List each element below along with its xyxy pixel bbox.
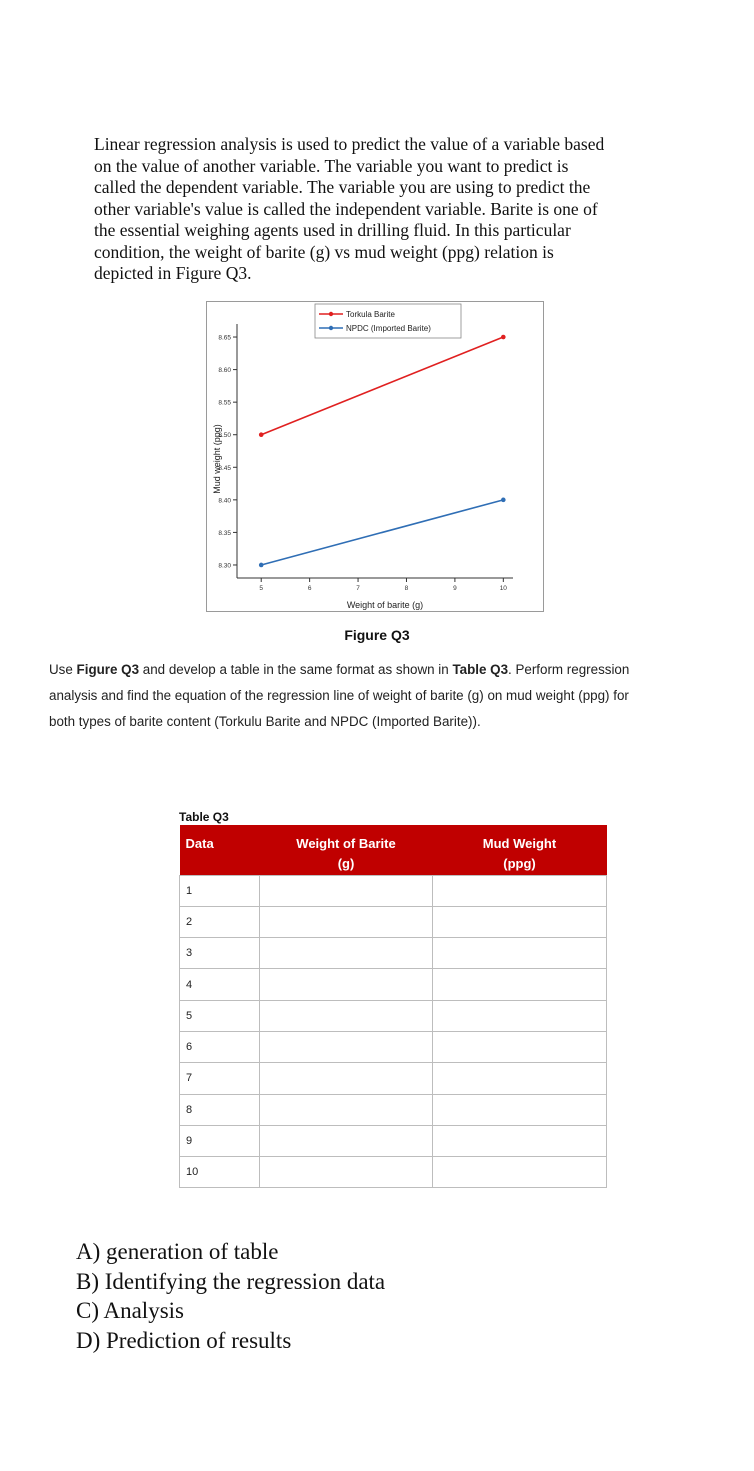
x-axis-label: Weight of barite (g) <box>346 600 424 610</box>
intro-paragraph <box>94 134 694 285</box>
data-point <box>259 563 264 568</box>
y-tick-label: 8.60 <box>218 367 231 375</box>
table-q3 <box>179 825 607 1188</box>
option-a: A) generation of table <box>76 1239 279 1264</box>
weight-cell[interactable] <box>260 1000 433 1031</box>
y-tick-label: 8.30 <box>218 562 231 570</box>
row-number: 9 <box>180 1125 260 1156</box>
answer-options <box>76 1237 385 1355</box>
option-c: C) Analysis <box>76 1298 184 1323</box>
row-number: 2 <box>180 906 260 937</box>
figure-reference: Figure Q3 <box>76 662 140 677</box>
mud-weight-cell[interactable] <box>433 906 607 937</box>
series-line-npdc-imported-barite <box>261 500 503 565</box>
legend-label: Torkula Barite <box>346 310 395 319</box>
weight-cell[interactable] <box>260 1031 433 1062</box>
y-tick-label: 8.35 <box>218 529 231 537</box>
table-row <box>180 1031 607 1062</box>
header-weight-of-barite: Weight of Barite (g) <box>260 825 433 875</box>
row-number: 3 <box>180 938 260 969</box>
mud-weight-cell[interactable] <box>433 1000 607 1031</box>
mud-weight-cell[interactable] <box>433 1157 607 1188</box>
weight-cell[interactable] <box>260 1125 433 1156</box>
instructions-line-3: both types of barite content (Torkulu Barite and NPDC (Imported Barite)). <box>49 714 481 729</box>
y-tick-label: 8.55 <box>218 399 231 407</box>
instructions-line-1: Use Figure Q3 and develop a table in the same format as shown in Table Q3. Perform regression <box>49 662 630 677</box>
figure-q3-chart <box>206 301 544 612</box>
weight-cell[interactable] <box>260 938 433 969</box>
weight-cell[interactable] <box>260 1157 433 1188</box>
intro-line: the essential weighing agents used in drilling fluid. In this particular <box>94 220 571 240</box>
data-point <box>501 335 506 340</box>
row-number: 10 <box>180 1157 260 1188</box>
header-mud-weight: Mud Weight (ppg) <box>433 825 607 875</box>
x-tick-label: 6 <box>307 585 312 592</box>
figure-caption: Figure Q3 <box>344 627 410 643</box>
mud-weight-cell[interactable] <box>433 1031 607 1062</box>
row-number: 5 <box>180 1000 260 1031</box>
chart-canvas <box>207 302 545 613</box>
table-row <box>180 1063 607 1094</box>
mud-weight-cell[interactable] <box>433 1094 607 1125</box>
weight-cell[interactable] <box>260 906 433 937</box>
legend-label: NPDC (Imported Barite) <box>346 324 431 333</box>
table-row <box>180 1094 607 1125</box>
table-row <box>180 906 607 937</box>
option-d: D) Prediction of results <box>76 1327 292 1353</box>
table-row <box>180 1000 607 1031</box>
table-title: Table Q3 <box>179 810 229 824</box>
x-tick-label: 9 <box>453 585 457 592</box>
mud-weight-cell[interactable] <box>433 969 607 1000</box>
y-tick-label: 8.65 <box>218 334 231 342</box>
intro-line: on the value of another variable. The variable you want to predict is <box>94 155 569 176</box>
header-data: Data <box>180 825 260 875</box>
row-number: 7 <box>180 1063 260 1094</box>
x-tick-label: 8 <box>404 585 409 592</box>
weight-cell[interactable] <box>260 969 433 1000</box>
row-number: 1 <box>180 875 260 906</box>
instructions <box>49 657 709 735</box>
weight-cell[interactable] <box>260 1063 433 1094</box>
instructions-line-2: analysis and find the equation of the regression line of weight of barite (g) on mud weight (ppg) for <box>49 688 629 703</box>
intro-line: called the dependent variable. The variable you are using to predict the <box>94 177 591 197</box>
weight-cell[interactable] <box>260 1094 433 1125</box>
y-tick-label: 8.50 <box>218 432 231 440</box>
weight-cell[interactable] <box>260 875 433 906</box>
table-row <box>180 875 607 906</box>
option-b: B) Identifying the regression data <box>76 1268 386 1294</box>
table-row <box>180 1157 607 1188</box>
data-point <box>501 498 506 503</box>
x-tick-label: 7 <box>356 585 360 592</box>
mud-weight-cell[interactable] <box>433 1063 607 1094</box>
table-header-row <box>180 825 607 875</box>
x-tick-label: 10 <box>499 585 507 592</box>
x-tick-label: 5 <box>259 585 264 592</box>
row-number: 4 <box>180 969 260 1000</box>
y-tick-label: 8.45 <box>218 464 231 472</box>
table-reference: Table Q3 <box>452 662 509 677</box>
legend-swatch-marker <box>329 326 333 330</box>
mud-weight-cell[interactable] <box>433 1125 607 1156</box>
intro-line: other variable's value is called the independent variable. Barite is one of <box>94 198 598 219</box>
row-number: 6 <box>180 1031 260 1062</box>
row-number: 8 <box>180 1094 260 1125</box>
intro-line: Linear regression analysis is used to predict the value of a variable based <box>94 134 605 154</box>
series-line-torkula-barite <box>261 337 503 435</box>
y-tick-label: 8.40 <box>218 497 231 505</box>
table-row <box>180 969 607 1000</box>
table-row <box>180 1125 607 1156</box>
legend-swatch-marker <box>329 312 333 316</box>
y-axis-label: Mud weight (ppg) <box>212 424 222 494</box>
data-point <box>259 432 264 437</box>
mud-weight-cell[interactable] <box>433 875 607 906</box>
table-row <box>180 938 607 969</box>
intro-line: depicted in Figure Q3. <box>94 263 252 283</box>
intro-line: condition, the weight of barite (g) vs mud weight (ppg) relation is <box>94 241 554 262</box>
mud-weight-cell[interactable] <box>433 938 607 969</box>
